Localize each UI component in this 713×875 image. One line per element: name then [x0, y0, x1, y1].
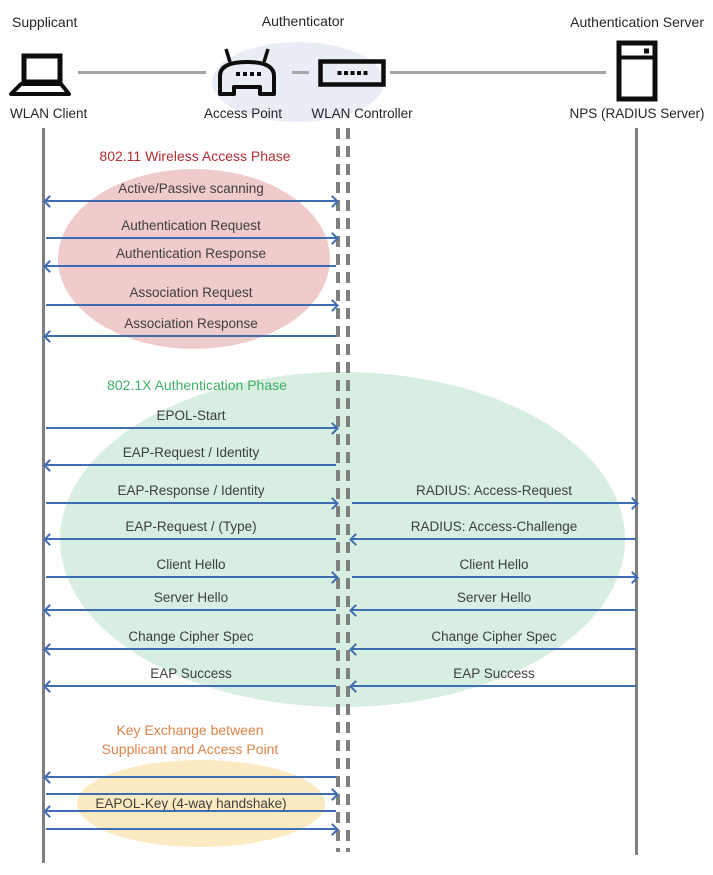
- lifeline-dashed-right: [346, 128, 350, 852]
- message-arrow: [46, 648, 336, 650]
- connector-ap-to-controller: [292, 71, 309, 74]
- arrowhead-left-icon: [43, 680, 56, 693]
- server-icon: [616, 40, 658, 102]
- lifeline-wlan-client: [42, 128, 45, 863]
- message-label: EAP Success: [453, 666, 535, 681]
- message-label: EAP Success: [150, 666, 232, 681]
- message-arrow: [352, 609, 636, 611]
- arrowhead-left-icon: [43, 195, 56, 208]
- phase-title-line: Supplicant and Access Point: [101, 741, 279, 757]
- access-point-icon: [216, 46, 278, 98]
- message-arrow: [46, 776, 336, 778]
- message-label: Change Cipher Spec: [431, 629, 557, 644]
- message-arrow: [46, 427, 336, 429]
- arrowhead-left-icon: [43, 533, 56, 546]
- message-label: Server Hello: [456, 590, 532, 605]
- message-label: Client Hello: [459, 557, 529, 572]
- message-arrow: [46, 464, 336, 466]
- role-authentication-server-label: Authentication Server: [570, 14, 704, 30]
- message-label: Active/Passive scanning: [118, 181, 264, 196]
- phase-title-line: 802.1X Authentication Phase: [107, 377, 287, 393]
- message-label: EAP-Request / (Type): [125, 519, 257, 534]
- arrowhead-left-icon: [43, 643, 56, 656]
- message-label: Client Hello: [156, 557, 226, 572]
- message-arrow: [352, 648, 636, 650]
- message-label: RADIUS: Access-Challenge: [410, 519, 578, 534]
- message-label: EAP-Response / Identity: [117, 483, 265, 498]
- role-supplicant-label: Supplicant: [12, 14, 78, 30]
- message-label: EAPOL-Key (4-way handshake): [95, 796, 287, 811]
- message-arrow: [46, 810, 336, 812]
- message-label: Association Request: [129, 285, 253, 300]
- message-arrow: [46, 502, 336, 504]
- arrowhead-left-icon: [43, 604, 56, 617]
- message-arrow: [46, 265, 336, 267]
- message-arrow: [352, 685, 636, 687]
- message-label: EAP-Request / Identity: [122, 445, 260, 460]
- message-arrow: [46, 685, 336, 687]
- wireless-access-phase-title: [60, 147, 330, 166]
- device-access-point-label: Access Point: [203, 106, 283, 121]
- wlan-controller-icon: [318, 59, 386, 87]
- message-arrow: [46, 237, 336, 239]
- connector-client-to-ap: [78, 71, 206, 74]
- device-wlan-client-label: WLAN Client: [10, 106, 88, 121]
- message-arrow: [352, 502, 636, 504]
- message-arrow: [46, 304, 336, 306]
- arrowhead-left-icon: [43, 771, 56, 784]
- message-arrow: [46, 576, 336, 578]
- role-authenticator-label: Authenticator: [261, 13, 345, 29]
- message-arrow: [352, 576, 636, 578]
- phase-title-line: 802.11 Wireless Access Phase: [99, 148, 291, 164]
- message-label: Change Cipher Spec: [128, 629, 254, 644]
- key-exchange-phase-title: [55, 721, 325, 759]
- message-arrow: [46, 335, 336, 337]
- device-wlan-controller-label: WLAN Controller: [311, 106, 413, 121]
- message-label: Authentication Request: [121, 218, 261, 233]
- arrowhead-left-icon: [43, 459, 56, 472]
- message-label: Authentication Response: [115, 246, 267, 261]
- message-label: EPOL-Start: [156, 408, 226, 423]
- message-arrow: [46, 609, 336, 611]
- device-nps-label: NPS (RADIUS Server): [569, 106, 705, 121]
- message-label: Server Hello: [153, 590, 229, 605]
- message-label: RADIUS: Access-Request: [415, 483, 573, 498]
- arrowhead-left-icon: [43, 330, 56, 343]
- message-arrow: [46, 200, 336, 202]
- connector-controller-to-server: [390, 71, 606, 74]
- message-arrow: [46, 538, 336, 540]
- phase-title-line: Key Exchange between: [116, 722, 264, 738]
- message-arrow: [352, 538, 636, 540]
- message-arrow: [46, 828, 336, 830]
- laptop-icon: [8, 52, 74, 98]
- dot1x-authentication-phase-title: [62, 376, 332, 395]
- message-label: Association Response: [124, 316, 258, 331]
- arrowhead-left-icon: [43, 260, 56, 273]
